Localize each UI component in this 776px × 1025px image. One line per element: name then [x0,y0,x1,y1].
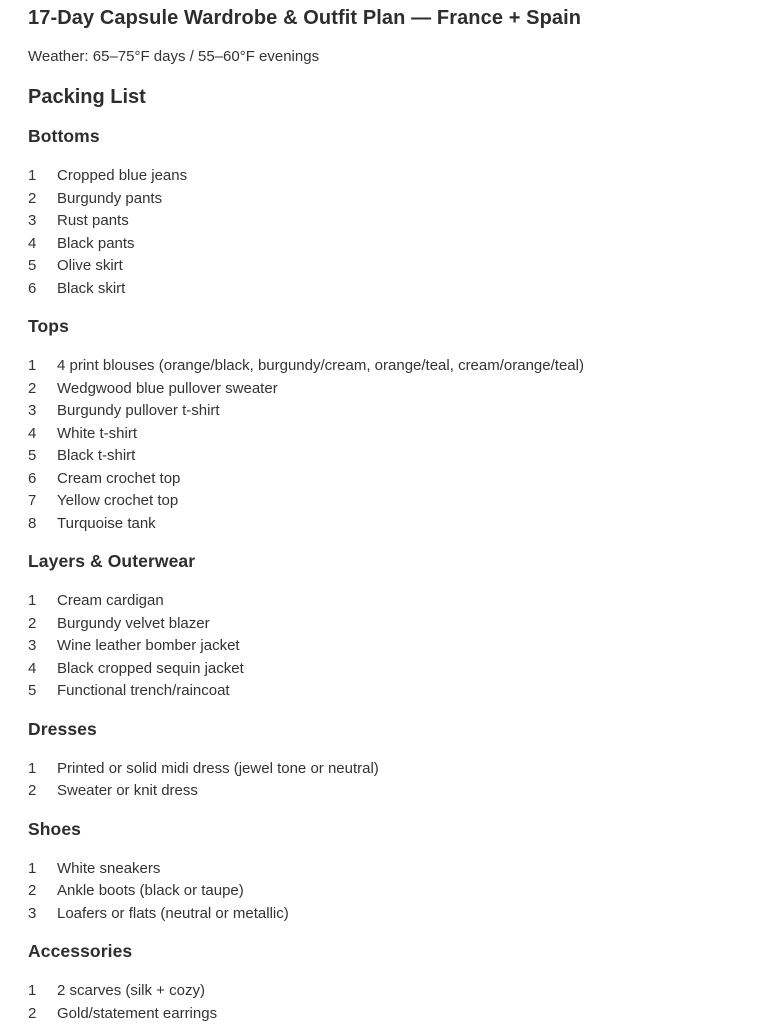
list-item-number: 1 [28,980,57,1003]
list-item-number: 4 [28,423,57,446]
list-item [28,680,752,703]
section-heading: Shoes [28,818,752,841]
list-item-text: Wedgwood blue pullover sweater [57,378,752,401]
list-item-number: 5 [28,680,57,703]
packing-section [28,550,752,703]
list-item-text: Black skirt [57,278,752,301]
list-item-text: Burgundy pants [57,188,752,211]
list-item [28,613,752,636]
list-item [28,1003,752,1025]
list-item [28,590,752,613]
list-item-text: Cream crochet top [57,468,752,491]
list-item-text: Olive skirt [57,255,752,278]
list-item-text: Functional trench/raincoat [57,680,752,703]
list-item-text: Burgundy pullover t-shirt [57,400,752,423]
section-heading: Accessories [28,940,752,963]
list-item-number: 3 [28,400,57,423]
list-item-text: Gold/statement earrings [57,1003,752,1025]
list-item-text: Cropped blue jeans [57,165,752,188]
list-item-text: 2 scarves (silk + cozy) [57,980,752,1003]
list-item-text: Black t-shirt [57,445,752,468]
list-item-text: Loafers or flats (neutral or metallic) [57,903,752,926]
packing-section [28,315,752,535]
section-item-list [28,165,752,300]
list-item [28,490,752,513]
list-item-text: Black pants [57,233,752,256]
list-item [28,635,752,658]
list-item [28,903,752,926]
packing-section [28,718,752,803]
list-item [28,780,752,803]
list-item [28,233,752,256]
list-item [28,758,752,781]
list-item-text: Burgundy velvet blazer [57,613,752,636]
list-item-number: 6 [28,278,57,301]
list-item-text: Sweater or knit dress [57,780,752,803]
section-item-list [28,980,752,1025]
list-item [28,513,752,536]
list-item [28,210,752,233]
list-item-number: 4 [28,658,57,681]
packing-list-sections [28,125,752,1025]
list-item [28,880,752,903]
list-item-text: 4 print blouses (orange/black, burgundy/cream, orange/teal, cream/orange/teal) [57,355,752,378]
list-item-number: 2 [28,378,57,401]
list-item-number: 3 [28,210,57,233]
page-title: 17-Day Capsule Wardrobe & Outfit Plan — France + Spain [28,5,752,31]
packing-section [28,125,752,300]
list-item [28,445,752,468]
list-item-number: 7 [28,490,57,513]
list-item-number: 1 [28,758,57,781]
list-item [28,255,752,278]
list-item-text: Printed or solid midi dress (jewel tone or neutral) [57,758,752,781]
list-item-number: 2 [28,780,57,803]
list-item-number: 3 [28,635,57,658]
list-item [28,400,752,423]
list-item [28,858,752,881]
list-item-number: 1 [28,355,57,378]
list-item-number: 4 [28,233,57,256]
list-item [28,468,752,491]
list-item-number: 2 [28,613,57,636]
list-item-text: Rust pants [57,210,752,233]
list-item-number: 1 [28,590,57,613]
weather-note: Weather: 65–75°F days / 55–60°F evenings [28,47,752,66]
list-item [28,165,752,188]
section-heading: Layers & Outerwear [28,550,752,573]
list-item [28,658,752,681]
list-item-number: 5 [28,255,57,278]
packing-section [28,940,752,1025]
list-item-number: 1 [28,858,57,881]
packing-list-heading: Packing List [28,84,752,110]
list-item-number: 2 [28,880,57,903]
list-item [28,188,752,211]
list-item-number: 3 [28,903,57,926]
list-item-number: 5 [28,445,57,468]
list-item-text: Wine leather bomber jacket [57,635,752,658]
list-item-text: Cream cardigan [57,590,752,613]
list-item-number: 2 [28,1003,57,1025]
list-item-text: Black cropped sequin jacket [57,658,752,681]
document-body [28,5,752,1025]
list-item-text: Ankle boots (black or taupe) [57,880,752,903]
list-item [28,278,752,301]
section-item-list [28,858,752,926]
list-item [28,980,752,1003]
list-item [28,423,752,446]
list-item [28,378,752,401]
section-heading: Dresses [28,718,752,741]
list-item-text: White sneakers [57,858,752,881]
packing-section [28,818,752,926]
section-item-list [28,355,752,535]
list-item-text: Yellow crochet top [57,490,752,513]
list-item-number: 1 [28,165,57,188]
list-item-number: 2 [28,188,57,211]
list-item-number: 8 [28,513,57,536]
list-item-number: 6 [28,468,57,491]
list-item [28,355,752,378]
list-item-text: Turquoise tank [57,513,752,536]
section-item-list [28,758,752,803]
section-item-list [28,590,752,703]
list-item-text: White t-shirt [57,423,752,446]
section-heading: Bottoms [28,125,752,148]
section-heading: Tops [28,315,752,338]
